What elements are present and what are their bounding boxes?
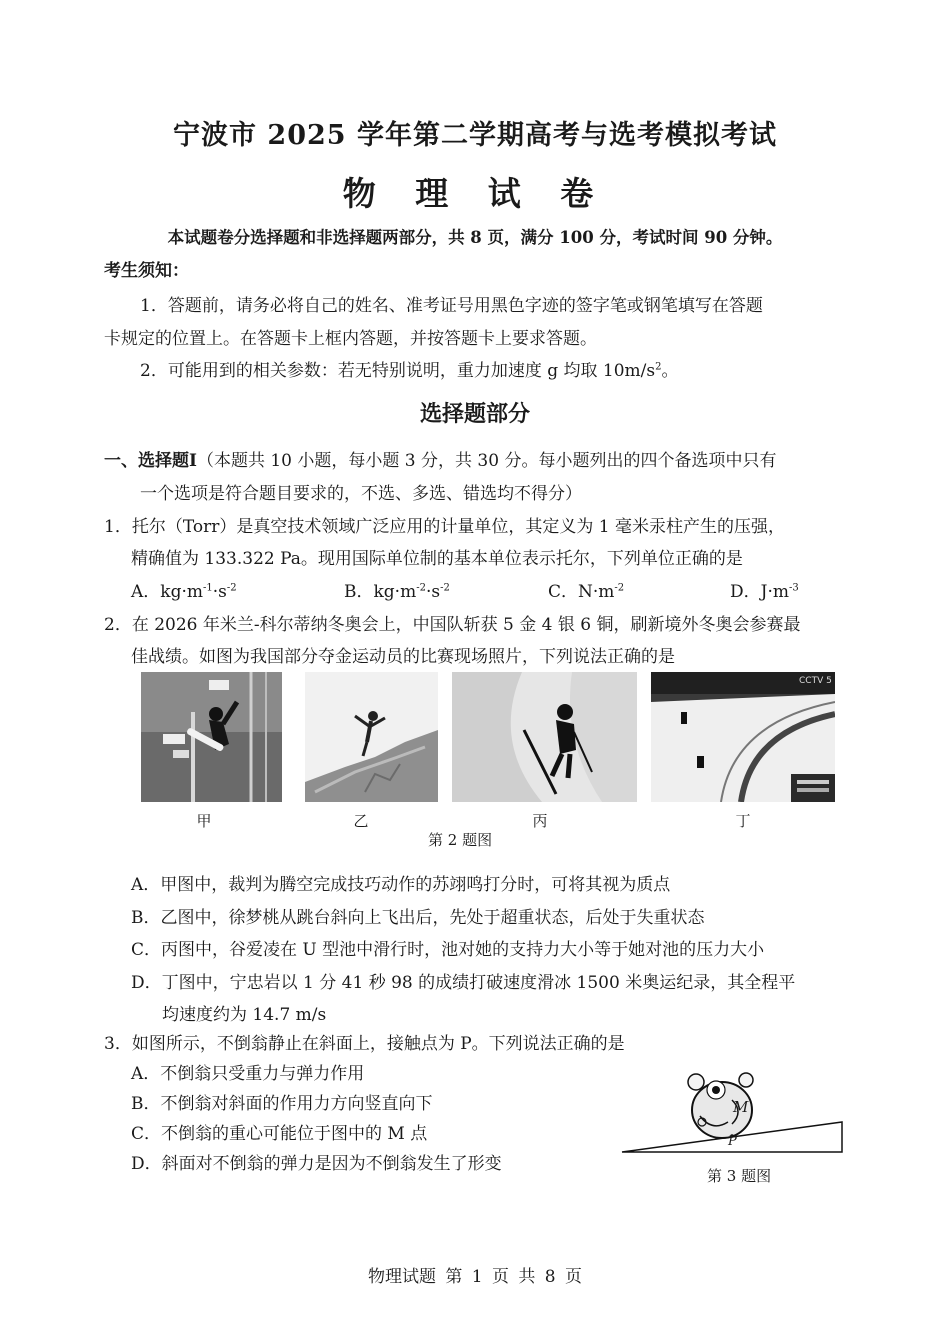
photo-label-bing: 丙 — [532, 812, 548, 830]
q1-option-b: B．$kg\cdot m^{-2}\cdot s^{-2}$ — [344, 582, 450, 602]
photo-jia-snowboard — [141, 672, 282, 802]
photo-label-jia: 甲 — [196, 812, 212, 830]
part-heading: 一、选择题Ⅰ（本题共 10 小题，每小题 3 分，共 30 分。每小题列出的四个备选项中只有 — [104, 451, 777, 471]
q3-option-d: D．斜面对不倒翁的弹力是因为不倒翁发生了形变 — [131, 1154, 502, 1174]
exam-title: 宁波市 2025 学年第二学期高考与选考模拟考试 — [173, 120, 777, 151]
photo-bing-halfpipe — [452, 672, 637, 802]
paper-subtitle: 物 理 试 卷 — [342, 174, 608, 213]
notice-heading: 考生须知： — [104, 261, 189, 281]
page-footer: 物理试题 第 1 页 共 8 页 — [367, 1267, 583, 1287]
q2-option-d-line-2: 均速度约为 14.7 m/s — [162, 1005, 327, 1025]
q3-option-b: B．不倒翁对斜面的作用力方向竖直向下 — [131, 1094, 433, 1114]
notice-item-1-line-1: 1．答题前，请务必将自己的姓名、准考证号用黑色字迹的签字笔或钢笔填写在答题 — [140, 296, 763, 316]
q1-line-2: 精确值为 133.322 Pa。现用国际单位制的基本单位表示托尔，下列单位正确的是 — [131, 549, 743, 569]
q2-option-a: A．甲图中，裁判为腾空完成技巧动作的苏翊鸣打分时，可将其视为质点 — [131, 875, 671, 895]
q3-line-1: 3．如图所示，不倒翁静止在斜面上，接触点为 P。下列说法正确的是 — [104, 1034, 625, 1054]
paper-intro: 本试题卷分选择题和非选择题两部分，共 8 页，满分 100 分，考试时间 90 分钟。 — [167, 228, 783, 247]
q2-option-c: C．丙图中，谷爱凌在 U 型池中滑行时，池对她的支持力大小等于她对池的压力大小 — [131, 940, 765, 960]
q1-option-c: C．$N\cdot m^{-2}$ — [548, 582, 625, 602]
point-p-label: P — [728, 1134, 737, 1149]
photo-ding-speed-skating — [651, 672, 835, 802]
q2-option-b: B．乙图中，徐梦桃从跳台斜向上飞出后，先处于超重状态，后处于失重状态 — [131, 908, 705, 928]
q2-figure-caption: 第 2 题图 — [428, 831, 493, 849]
q2-option-d-line-1: D．丁图中，宁忠岩以 1 分 41 秒 98 的成绩打破速度滑冰 1500 米奥运纪录，其全程平 — [131, 973, 796, 993]
broadcast-logo: CCTV 5 — [799, 676, 832, 686]
notice-item-2: 2．可能用到的相关参数：若无特别说明，重力加速度 g 均取 $10m/s^2$。 — [140, 361, 679, 381]
part-desc-line-2: 一个选项是符合题目要求的，不选、多选、错选均不得分） — [140, 484, 582, 504]
photo-label-ding: 丁 — [735, 812, 751, 830]
point-m-label: M — [733, 1098, 749, 1116]
q2-line-1: 2．在 2026 年米兰-科尔蒂纳冬奥会上，中国队斩获 5 金 4 银 6 铜，刷新境外冬奥会参赛最 — [104, 615, 801, 635]
photo-yi-aerials — [305, 672, 438, 802]
q3-figure-tumbler-on-slope — [620, 1060, 846, 1158]
q3-option-a: A．不倒翁只受重力与弹力作用 — [131, 1064, 365, 1084]
notice-item-1-line-2: 卡规定的位置上。在答题卡上框内答题，并按答题卡上要求答题。 — [104, 329, 597, 349]
q1-line-1: 1．托尔（Torr）是真空技术领域广泛应用的计量单位，其定义为 1 毫米汞柱产生的压强， — [104, 517, 785, 537]
q1-option-a: A．$kg\cdot m^{-1}\cdot s^{-2}$ — [131, 582, 237, 602]
photo-label-yi: 乙 — [353, 812, 369, 830]
q3-figure-caption: 第 3 题图 — [707, 1167, 772, 1185]
section-title: 选择题部分 — [419, 401, 530, 427]
q1-option-d: D．$J\cdot m^{-3}$ — [730, 582, 799, 602]
q3-option-c: C．不倒翁的重心可能位于图中的 M 点 — [131, 1124, 428, 1144]
q2-line-2: 佳战绩。如图为我国部分夺金运动员的比赛现场照片，下列说法正确的是 — [131, 647, 675, 667]
